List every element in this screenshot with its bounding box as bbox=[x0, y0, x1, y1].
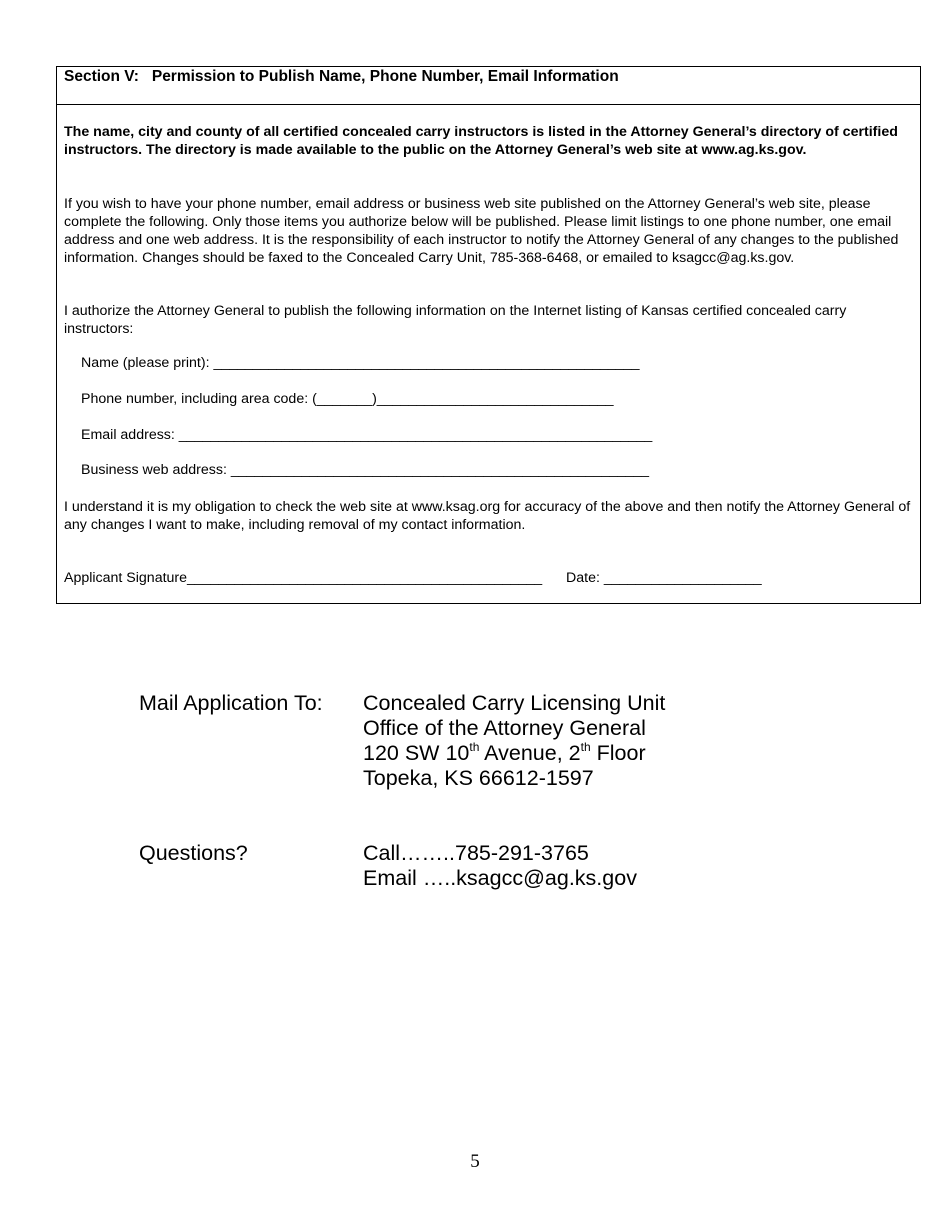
date-blank[interactable]: ____________________ bbox=[603, 570, 762, 586]
web-address-field-label: Business web address: bbox=[81, 462, 227, 478]
phone-field[interactable] bbox=[81, 391, 614, 407]
date-field[interactable] bbox=[566, 570, 762, 586]
web-address-field[interactable] bbox=[81, 462, 649, 478]
address-line-2: Office of the Attorney General bbox=[363, 716, 646, 740]
address-line-3: 120 SW 10th Avenue, 2th Floor bbox=[363, 739, 646, 765]
signature-blank[interactable]: _____________________________________________ bbox=[187, 570, 543, 586]
questions-call: Call……..785-291-3765 bbox=[363, 841, 589, 865]
questions-label: Questions? bbox=[139, 841, 248, 865]
signature-field[interactable] bbox=[64, 570, 542, 586]
authorization-statement: I authorize the Attorney General to publish the following information on the Internet listing of Kansas certified concealed carry instructors: bbox=[64, 303, 847, 337]
email-field-label: Email address: bbox=[81, 427, 175, 443]
questions-email: Email …..ksagcc@ag.ks.gov bbox=[363, 866, 637, 890]
address-line-4: Topeka, KS 66612-1597 bbox=[363, 766, 594, 790]
name-field-label: Name (please print): bbox=[81, 355, 210, 371]
date-label: Date: bbox=[566, 570, 600, 586]
publish-instructions: If you wish to have your phone number, email address or business web site published on the Attorney General’s web site, please complete the following. Only those items you authorize below will be published. Please limit listings to one phone number, one email address and one web address. It is the responsibility of each instructor to notify the Attorney General of any changes to the published information. Changes should be faxed to the Concealed Carry Unit, 785-368-6468, or emailed to ksagcc@ag.ks.gov. bbox=[64, 196, 899, 266]
name-field[interactable] bbox=[81, 355, 640, 371]
email-field-blank[interactable]: ____________________________________________________________ bbox=[178, 427, 653, 443]
name-field-blank[interactable]: ______________________________________________________ bbox=[213, 355, 640, 371]
signature-label: Applicant Signature bbox=[64, 570, 188, 586]
section-title: Section V: Permission to Publish Name, Phone Number, Email Information bbox=[64, 68, 619, 85]
page-number: 5 bbox=[470, 1151, 480, 1172]
section-header bbox=[57, 67, 920, 105]
phone-field-blank[interactable]: (_______)______________________________ bbox=[312, 391, 614, 407]
email-field[interactable] bbox=[81, 427, 652, 443]
address-line-1: Concealed Carry Licensing Unit bbox=[363, 691, 666, 715]
mailing-address bbox=[363, 691, 665, 791]
obligation-statement: I understand it is my obligation to check the web site at www.ksag.org for accuracy of the above and then notify the Attorney General of any changes I want to make, including removal of my contact information. bbox=[64, 499, 911, 533]
web-address-field-blank[interactable]: _____________________________________________________ bbox=[230, 462, 650, 478]
directory-notice: The name, city and county of all certified concealed carry instructors is listed in the Attorney General’s directory of certified instructors. The directory is made available to the public on the Attorney General’s web site at www.ag.ks.gov. bbox=[64, 124, 898, 158]
phone-field-label: Phone number, including area code: bbox=[81, 391, 309, 407]
questions-contact bbox=[363, 841, 637, 891]
mail-application-label: Mail Application To: bbox=[139, 691, 323, 715]
section-v-box bbox=[56, 66, 921, 604]
